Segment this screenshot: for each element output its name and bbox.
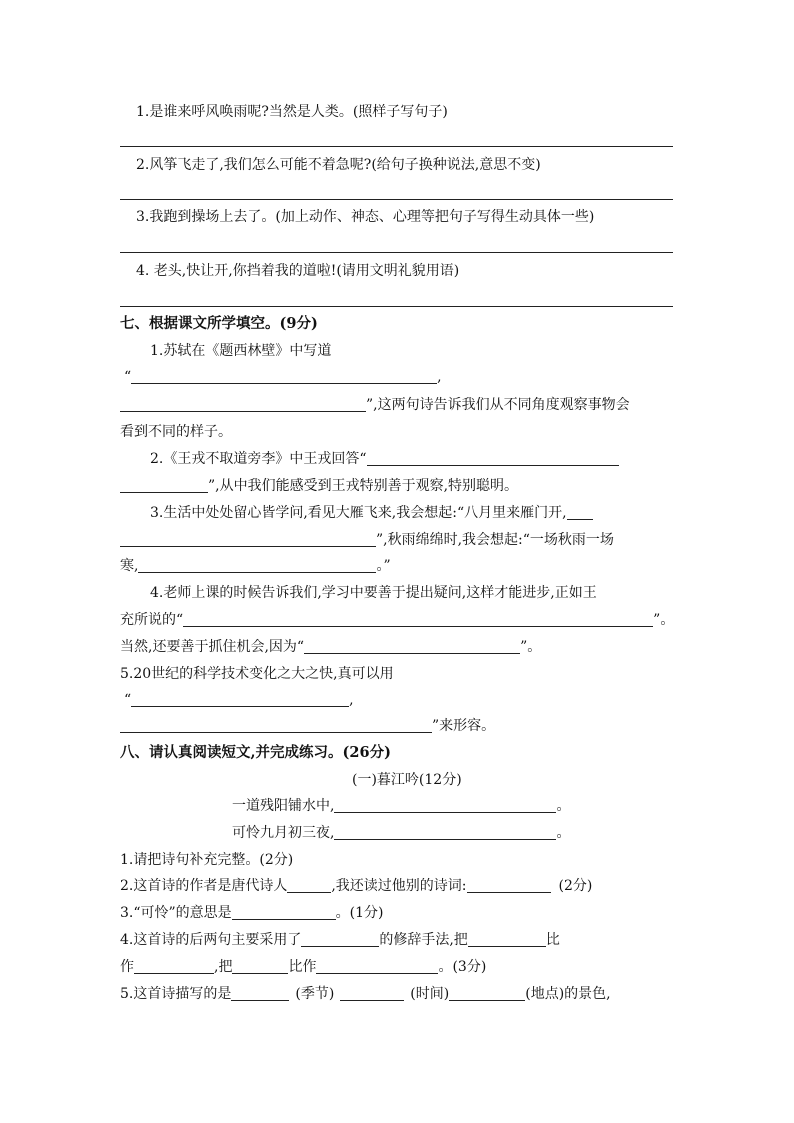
s8-q4-bi: 比 — [545, 932, 560, 948]
blank-s8-q4a[interactable] — [301, 930, 379, 947]
s8-q3-pre: 3.“可怜”的意思是 — [120, 905, 232, 921]
s7-q4-line2-end: ”。 — [653, 612, 675, 628]
blank-s7-q3c[interactable] — [138, 556, 376, 573]
blank-s8-q4e[interactable] — [316, 957, 438, 974]
open-quote: “ — [124, 369, 132, 385]
s7-q2-intro: 2.《王戎不取道旁李》中王戎回答“ — [150, 451, 367, 467]
blank-poem-2[interactable] — [334, 823, 556, 840]
poem-title: (一)暮江吟(12分) — [352, 772, 462, 788]
blank-s8-q2a[interactable] — [287, 876, 331, 893]
blank-s8-q2b[interactable] — [467, 876, 551, 893]
s7-q5-end: ”来形容。 — [432, 718, 496, 734]
s7-q5-intro: 5.20世纪的科学技术变化之大之快,真可以用 — [120, 666, 394, 682]
blank-s7-q3a[interactable] — [567, 503, 593, 520]
answer-line-2[interactable] — [120, 199, 673, 200]
s7-q2-tail: ”,从中我们能感受到王戎特别善于观察,特别聪明。 — [208, 478, 519, 494]
blank-s7-q3b[interactable] — [120, 530, 376, 547]
blank-s7-q5b[interactable] — [120, 716, 432, 733]
s7-q4-line3-end: ”。 — [520, 639, 542, 655]
comma: , — [437, 369, 442, 385]
s7-q5-line2 — [124, 690, 354, 710]
poem-line-1 — [232, 796, 570, 816]
s7-q3-line3 — [120, 556, 391, 576]
s7-q5-line3 — [120, 716, 495, 736]
blank-s8-q4c[interactable] — [134, 957, 214, 974]
s7-q1-line3 — [120, 395, 630, 415]
s7-q4-intro: 4.老师上课的时候告诉我们,学习中要善于提出疑问,这样才能进步,正如王 — [150, 585, 597, 601]
s8-q2-mid: ,我还读过他别的诗词: — [331, 878, 467, 894]
blank-s8-q5a[interactable] — [231, 984, 289, 1001]
s7-q1-intro: 1.苏轼在《题西林壁》中写道 — [150, 343, 332, 359]
blank-s7-q5a[interactable] — [131, 690, 349, 707]
s8-q5-place: (地点)的景色, — [525, 986, 611, 1002]
s7-q3-line2 — [120, 530, 614, 550]
s7-q2-line1 — [150, 449, 619, 469]
s6-q2: 2.风筝飞走了,我们怎么可能不着急呢?(给句子换种说法,意思不变) — [136, 157, 541, 173]
poem-line-2 — [232, 823, 570, 843]
s8-q5-season: (季节) — [295, 986, 335, 1002]
section8-title: 八、请认真阅读短文,并完成练习。(26分) — [120, 744, 391, 761]
blank-s7-q1a[interactable] — [131, 367, 437, 384]
s7-q1-end: 看到不同的样子。 — [120, 424, 232, 440]
blank-s8-q5c[interactable] — [449, 984, 525, 1001]
open-quote: “ — [124, 692, 132, 708]
blank-s8-q5b[interactable] — [340, 984, 404, 1001]
s8-q2-pre: 2.这首诗的作者是唐代诗人 — [120, 878, 288, 894]
s7-q4-line2 — [120, 610, 674, 630]
s8-q5-time: (时间) — [410, 986, 450, 1002]
s7-q3-line1 — [150, 503, 593, 523]
comma: , — [349, 692, 354, 708]
s6-q3: 3.我跑到操场上去了。(加上动作、神态、心理等把句子写得生动具体一些) — [136, 209, 595, 225]
answer-line-1[interactable] — [120, 146, 673, 147]
s7-q1-line2 — [124, 367, 442, 387]
blank-s8-q3[interactable] — [232, 903, 336, 920]
s8-q2 — [120, 876, 592, 896]
s7-q3-pre: 寒, — [120, 558, 139, 574]
blank-s7-q4a[interactable] — [183, 610, 653, 627]
blank-s7-q2a[interactable] — [367, 449, 619, 466]
s8-q4-line1 — [120, 930, 560, 950]
blank-s7-q1b[interactable] — [120, 395, 366, 412]
s8-q4-pre: 4.这首诗的后两句主要采用了 — [120, 932, 302, 948]
s7-q4-line3-pre: 当然,还要善于抓住机会,因为“ — [120, 639, 305, 655]
s7-q4-line2-pre: 充所说的“ — [120, 612, 184, 628]
s8-q4-l2-pre: 作 — [120, 959, 134, 975]
s8-q4-line2 — [120, 957, 486, 977]
s7-q1-tail: ”,这两句诗告诉我们从不同角度观察事物会 — [366, 397, 630, 413]
period: 。 — [556, 825, 571, 841]
blank-s7-q4b[interactable] — [304, 637, 520, 654]
s8-q3-end: 。(1分) — [335, 905, 384, 921]
s8-q3 — [120, 903, 384, 923]
s8-q1: 1.请把诗句补充完整。(2分) — [120, 852, 294, 868]
s8-q5-pre: 5.这首诗描写的是 — [120, 986, 232, 1002]
poem-line-1-text: 一道残阳铺水中, — [232, 798, 335, 814]
s8-q4-l2-end: 。(3分) — [438, 959, 487, 975]
s7-q3-mid: ”,秋雨绵绵时,我会想起:“一场秋雨一场 — [376, 532, 614, 548]
s7-q3-end: 。” — [376, 558, 391, 574]
s8-q5 — [120, 984, 611, 1004]
s6-q1: 1.是谁来呼风唤雨呢?当然是人类。(照样子写句子) — [136, 104, 448, 120]
s6-q4: 4. 老头,快让开,你挡着我的道啦!(请用文明礼貌用语) — [136, 263, 460, 279]
s8-q4-l2-mid: ,把 — [214, 959, 233, 975]
answer-line-3[interactable] — [120, 252, 673, 253]
s7-q4-line3 — [120, 637, 541, 657]
poem-line-2-text: 可怜九月初三夜, — [232, 825, 335, 841]
section7-title: 七、根据课文所学填空。(9分) — [120, 315, 318, 332]
s7-q2-line2 — [120, 476, 518, 496]
blank-s8-q4b[interactable] — [468, 930, 546, 947]
period: 。 — [556, 798, 571, 814]
s8-q4-l2-bizuo: 比作 — [288, 959, 317, 975]
answer-line-4[interactable] — [120, 306, 673, 307]
s8-q2-score: (2分) — [558, 878, 593, 894]
blank-s7-q2b[interactable] — [120, 476, 208, 493]
s7-q3-intro: 3.生活中处处留心皆学问,看见大雁飞来,我会想起:“八月里来雁门开, — [150, 505, 567, 521]
blank-s8-q4d[interactable] — [232, 957, 288, 974]
blank-poem-1[interactable] — [334, 796, 556, 813]
s8-q4-mid: 的修辞手法,把 — [379, 932, 468, 948]
